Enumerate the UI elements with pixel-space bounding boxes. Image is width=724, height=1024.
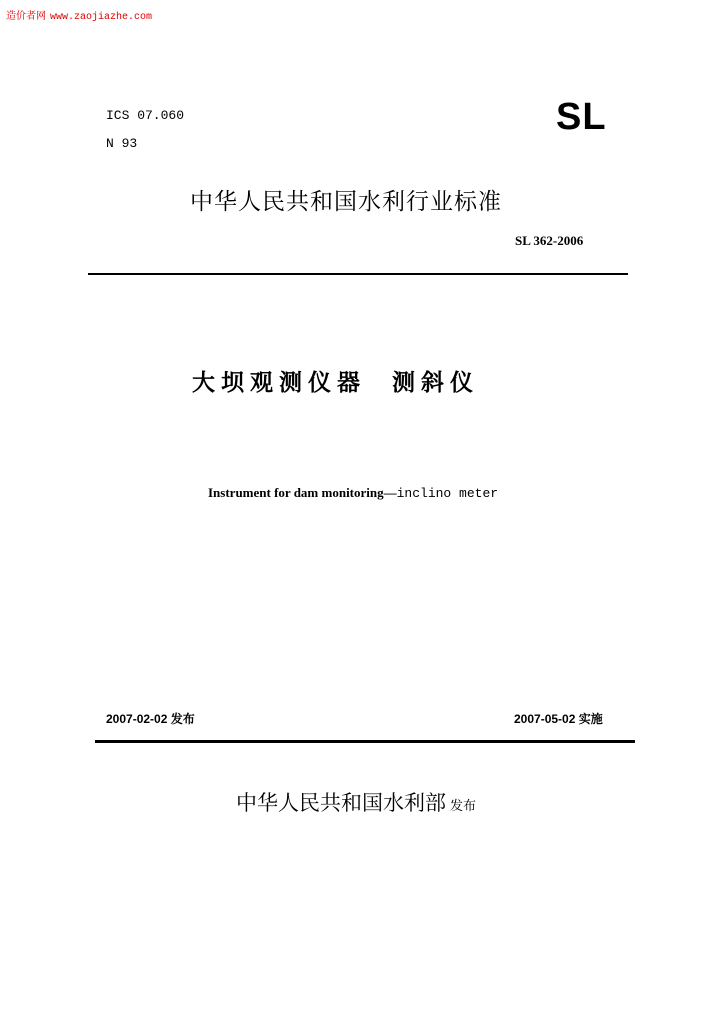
title-en-main: Instrument for dam monitoring— (208, 485, 397, 500)
watermark-site-name: 造价者网 (6, 11, 46, 22)
ics-code: ICS 07.060 (106, 108, 185, 123)
issue-date: 2007-02-02 发布 (106, 712, 195, 726)
implementation-date: 2007-05-02 实施 (514, 712, 603, 726)
publisher (236, 787, 476, 817)
publisher-suffix: 发布 (450, 799, 477, 814)
ccs-code: N 93 (106, 136, 138, 151)
title-zh-sub: 测斜仪 (392, 370, 479, 396)
publisher-name: 中华人民共和国水利部 (236, 791, 446, 815)
watermark (6, 7, 152, 23)
standard-number: SL 362-2006 (515, 233, 584, 248)
standard-category-title: 中华人民共和国水利行业标准 (190, 189, 502, 215)
sl-logo: SL (556, 96, 607, 138)
title-zh-main: 大坝观测仪器 (192, 370, 366, 396)
document-title-zh (192, 364, 479, 397)
document-title-en (208, 485, 498, 501)
top-divider (88, 273, 628, 275)
title-en-sub: inclino meter (396, 486, 499, 501)
watermark-url[interactable]: www.zaojiazhe.com (50, 12, 153, 23)
bottom-divider (95, 740, 635, 743)
